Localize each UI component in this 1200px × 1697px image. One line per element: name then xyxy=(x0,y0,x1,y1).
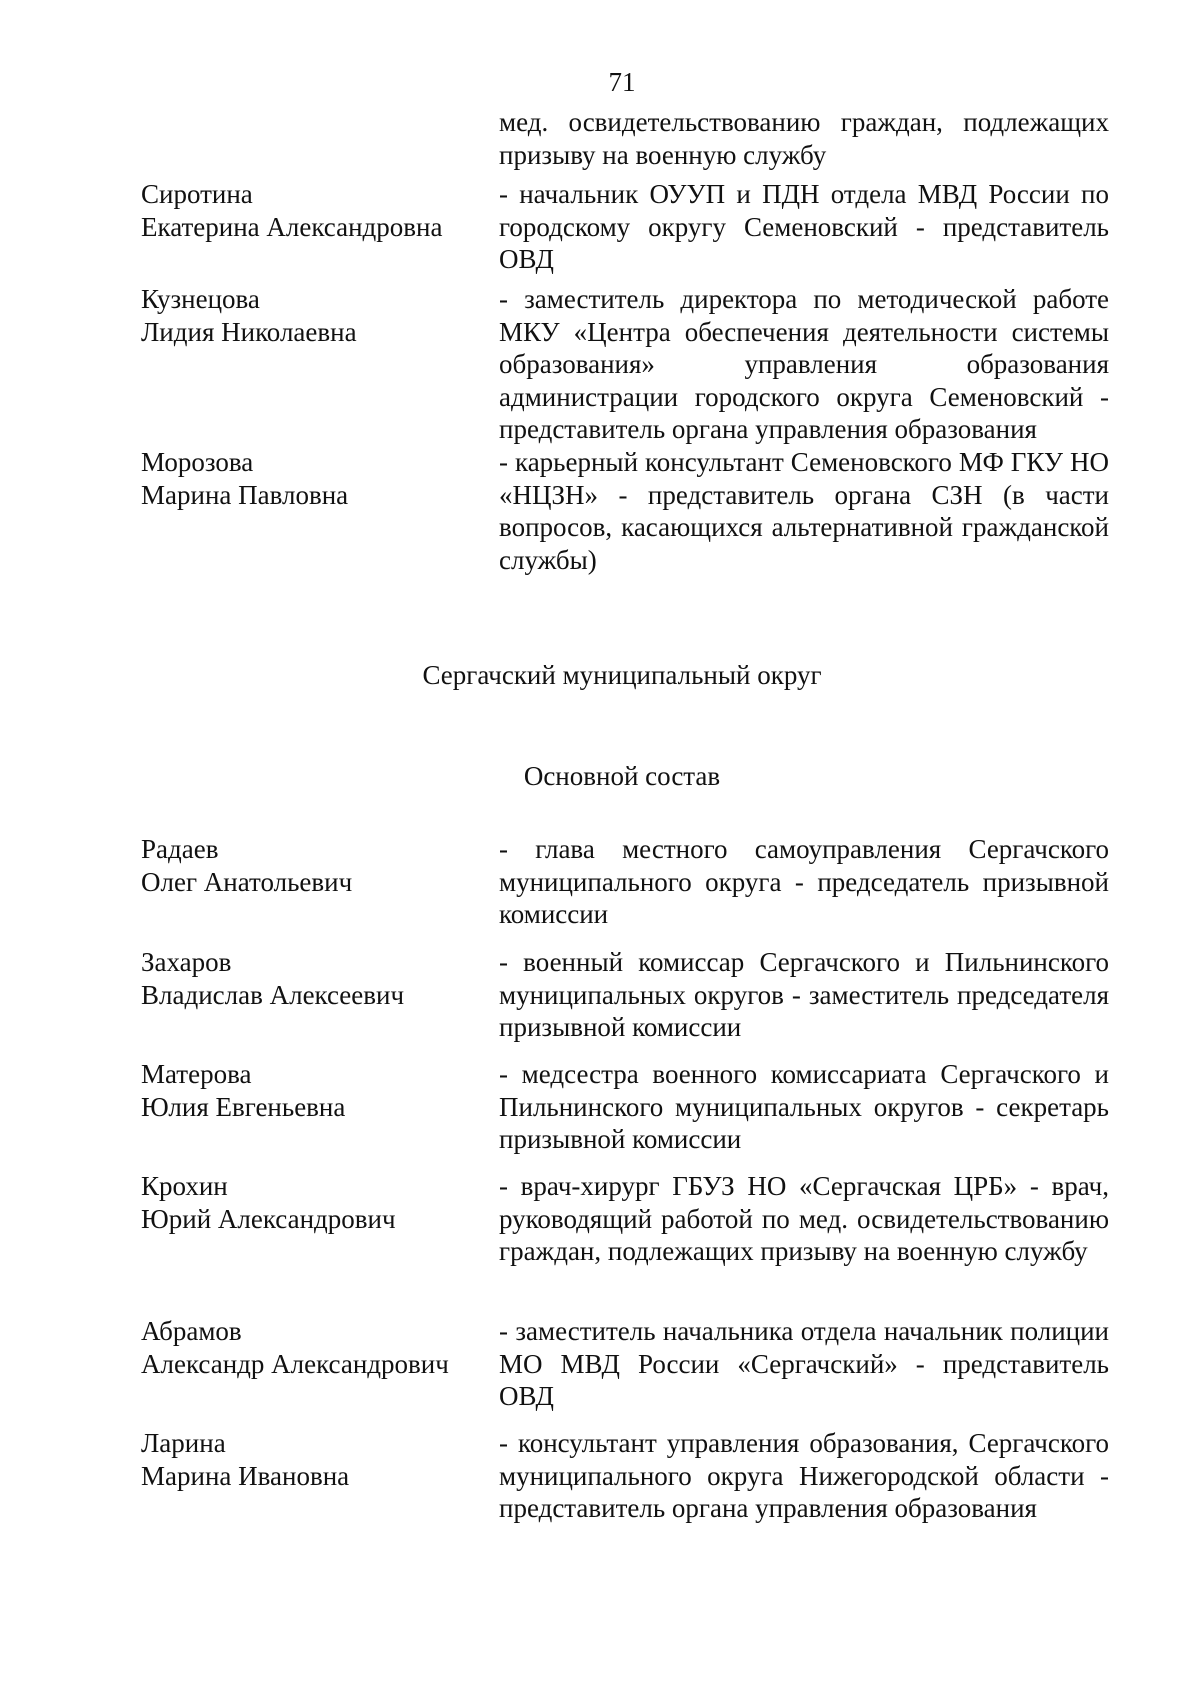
member-surname: Радаев xyxy=(141,834,219,864)
member-row-abramov xyxy=(141,1315,1109,1413)
member-row-zakharov xyxy=(141,946,1109,1044)
member-row-materova xyxy=(141,1058,1109,1156)
member-surname: Ларина xyxy=(141,1428,226,1458)
member-given-name: Юрий Александрович xyxy=(141,1203,396,1234)
member-role: - медсестра военного комиссариата Сергачского и Пильнинского муниципальных округов - секретарь призывной комиссии xyxy=(499,1059,1109,1154)
member-row-morozova xyxy=(141,446,1109,576)
member-row-larina xyxy=(141,1427,1109,1525)
member-role: - врач-хирург ГБУЗ НО «Сергачская ЦРБ» - врач, руководящий работой по мед. освидетельствованию граждан, подлежащих призыву на военную службу xyxy=(499,1171,1109,1266)
member-given-name: Марина Ивановна xyxy=(141,1460,350,1491)
member-given-name: Александр Александрович xyxy=(141,1348,449,1379)
member-given-name: Юлия Евгеньевна xyxy=(141,1091,346,1122)
member-name xyxy=(141,1315,499,1413)
member-surname: Захаров xyxy=(141,947,232,977)
member-given-name: Марина Павловна xyxy=(141,479,349,510)
member-role: - консультант управления образования, Сергачского муниципального округа Нижегородской области - представитель органа управления образования xyxy=(499,1428,1109,1523)
member-row-krokhin xyxy=(141,1170,1109,1268)
member-name xyxy=(141,1170,499,1268)
continuation-block xyxy=(141,106,1109,171)
member-name xyxy=(141,446,499,576)
member-surname: Крохин xyxy=(141,1171,228,1201)
member-given-name: Екатерина Александровна xyxy=(141,211,443,242)
member-role: - начальник ОУУП и ПДН отдела МВД России по городскому округу Семеновский - представитель ОВД xyxy=(499,179,1109,274)
member-name xyxy=(141,1427,499,1525)
member-name xyxy=(141,283,499,446)
section-title: Сергачский муниципальный округ xyxy=(422,660,822,690)
member-role: - военный комиссар Сергачского и Пильнинского муниципальных округов - заместитель председателя призывной комиссии xyxy=(499,947,1109,1042)
member-role: - глава местного самоуправления Сергачского муниципального округа - председатель призывной комиссии xyxy=(499,834,1109,929)
member-name xyxy=(141,1058,499,1156)
member-role: - карьерный консультант Семеновского МФ ГКУ НО «НЦЗН» - представитель органа СЗН (в части вопросов, касающихся альтернативной гражданской службы) xyxy=(499,447,1109,575)
member-surname: Сиротина xyxy=(141,179,253,209)
member-row-kuznetsova xyxy=(141,283,1109,446)
continuation-row xyxy=(141,106,1109,171)
member-row-sirotina xyxy=(141,178,1109,276)
member-given-name: Лидия Николаевна xyxy=(141,316,357,347)
member-name xyxy=(141,833,499,931)
member-role: - заместитель директора по методической работе МКУ «Центра обеспечения деятельности системы образования» управления образования администрации городского округа Семеновский - представитель органа управления образования xyxy=(499,284,1109,444)
member-name xyxy=(141,946,499,1044)
subsection-title: Основной состав xyxy=(523,761,721,791)
member-surname: Абрамов xyxy=(141,1316,242,1346)
member-role: - заместитель начальника отдела начальник полиции МО МВД России «Сергачский» - представитель ОВД xyxy=(499,1316,1109,1411)
continuation-text: мед. освидетельствованию граждан, подлежащих призыву на военную службу xyxy=(499,107,1109,170)
member-surname: Морозова xyxy=(141,447,254,477)
member-name xyxy=(141,178,499,276)
member-given-name: Олег Анатольевич xyxy=(141,866,353,897)
member-surname: Кузнецова xyxy=(141,284,260,314)
member-surname: Матерова xyxy=(141,1059,252,1089)
page-number: 71 xyxy=(608,67,636,97)
member-given-name: Владислав Алексеевич xyxy=(141,979,405,1010)
member-row-radaev xyxy=(141,833,1109,931)
